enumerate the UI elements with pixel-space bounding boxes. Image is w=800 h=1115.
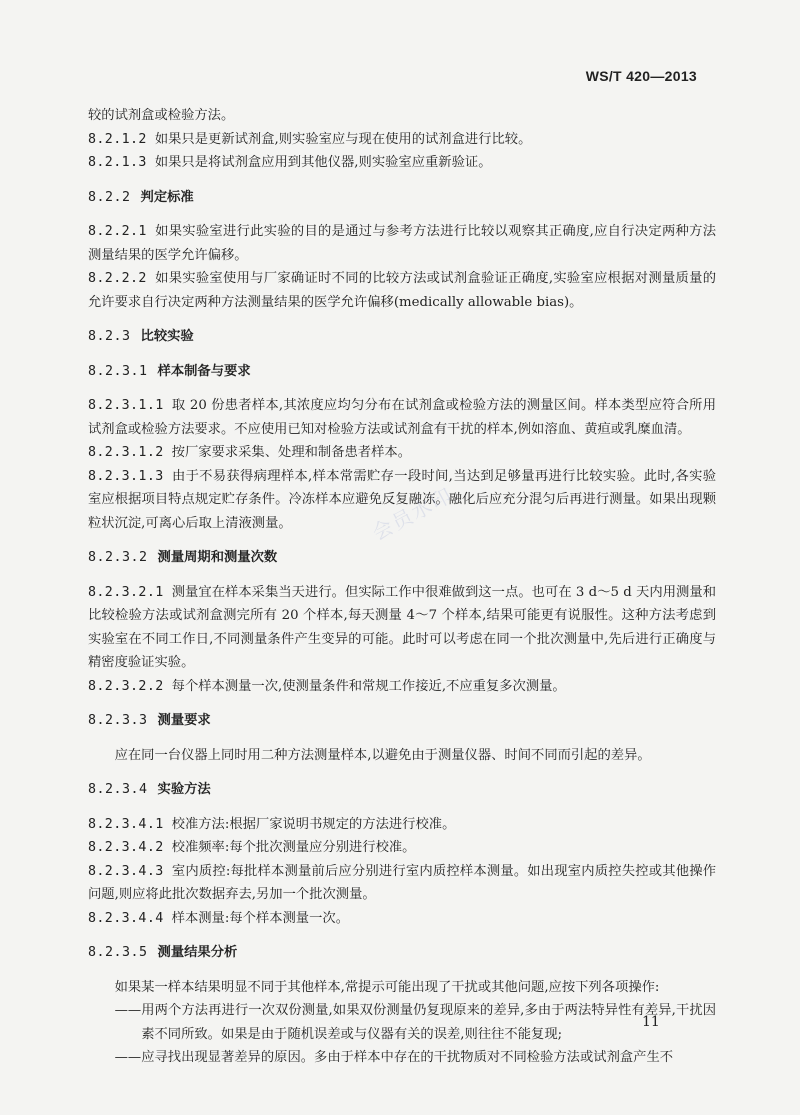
clause-8-2-3-1-1: 8.2.3.1.1 取 20 份患者样本,其浓度应均匀分布在试剂盒或检验方法的测量区间。样本类型应符合所用试剂盒或检验方法要求。不应使用已知对检验方法或试剂盒有干扰的样本,例如溶血、黄疸或乳糜血清。 [88,398,716,437]
standard-code: WS/T 420—2013 [585,68,697,84]
section-heading-8-2-3-2: 8.2.3.2 测量周期和测量次数 [88,550,278,565]
clause-8-2-1-3: 8.2.1.3 如果只是将试剂盒应用到其他仪器,则实验室应重新验证。 [88,155,492,170]
section-heading-8-2-3: 8.2.3 比较实验 [88,329,194,344]
section-heading-8-2-3-3: 8.2.3.3 测量要求 [88,713,211,728]
paragraph-measurement-requirement: 应在同一台仪器上同时用二种方法测量样本,以避免由于测量仪器、时间不同而引起的差异。 [114,747,651,763]
clause-8-2-3-4-4: 8.2.3.4.4 样本测量:每个样本测量一次。 [88,910,349,926]
document-body [88,104,716,1070]
page-number: 11 [642,1014,660,1030]
section-heading-8-2-3-5: 8.2.3.5 测量结果分析 [88,945,238,960]
dash-list-item: ——用两个方法再进行一次双份测量,如果双份测量仍复现原来的差异,多由于两法特异性有差异,干扰因素不同所致。如果是由于随机误差或与仪器有关的误差,则往往不能复现; [114,1003,716,1042]
clause-8-2-3-2-2: 8.2.3.2.2 每个样本测量一次,使测量条件和常规工作接近,不应重复多次测量。 [88,678,566,694]
member-watermark: 会员水印 [368,482,458,546]
clause-8-2-1-2: 8.2.1.2 如果只是更新试剂盒,则实验室应与现在使用的试剂盒进行比较。 [88,131,532,147]
clause-8-2-3-1-3: 8.2.3.1.3 由于不易获得病理样本,样本常需贮存一段时间,当达到足够量再进行比较实验。此时,各实验室应根据项目特点规定贮存条件。冷冻样本应避免反复融冻。融化后应充分混匀后再进行测量。如果出现颗粒状沉淀,可离心后取上清液测量。 [88,468,716,531]
clause-8-2-3-4-2: 8.2.3.4.2 校准频率:每个批次测量应分别进行校准。 [88,840,416,855]
clause-8-2-3-2-1: 8.2.3.2.1 测量宜在样本采集当天进行。但实际工作中很难做到这一点。也可在 3 d～5 d 天内用测量和比较检验方法或试剂盒测完所有 20 个样本,每天测量 4～7 个样本,结果可能更有说服性。这种方法考虑到实验室在不同工作日,不同测量条件产生变异的可能。此时可以考虑在同一个批次测量中,先后进行正确度与精密度验证实验。 [88,584,716,670]
section-heading-8-2-3-4: 8.2.3.4 实验方法 [88,782,211,797]
clause-8-2-3-4-1: 8.2.3.4.1 校准方法:根据厂家说明书规定的方法进行校准。 [88,816,456,832]
section-heading-8-2-3-1: 8.2.3.1 样本制备与要求 [88,363,251,379]
clause-8-2-2-2: 8.2.2.2 如果实验室使用与厂家确证时不同的比较方法或试剂盒验证正确度,实验室应根据对测量质量的允许要求自行决定两种方法测量结果的医学允许偏移(medically allowable bias)。 [88,271,716,310]
paragraph: 较的试剂盒或检验方法。 [88,108,235,123]
clause-8-2-3-4-3: 8.2.3.4.3 室内质控:每批样本测量前后应分别进行室内质控样本测量。如出现室内质控失控或其他操作问题,则应将此批次数据弃去,另加一个批次测量。 [88,863,716,902]
section-heading-8-2-2: 8.2.2 判定标准 [88,189,194,205]
clause-8-2-2-1: 8.2.2.1 如果实验室进行此实验的目的是通过与参考方法进行比较以观察其正确度,应自行决定两种方法测量结果的医学允许偏移。 [88,224,716,263]
paragraph-result-analysis: 如果某一样本结果明显不同于其他样本,常提示可能出现了干扰或其他问题,应按下列各项操作: [114,979,660,995]
clause-8-2-3-1-2: 8.2.3.1.2 按厂家要求采集、处理和制备患者样本。 [88,445,411,460]
dash-list-item: ——应寻找出现显著差异的原因。多由于样本中存在的干扰物质对不同检验方法或试剂盒产生不 [114,1050,674,1065]
